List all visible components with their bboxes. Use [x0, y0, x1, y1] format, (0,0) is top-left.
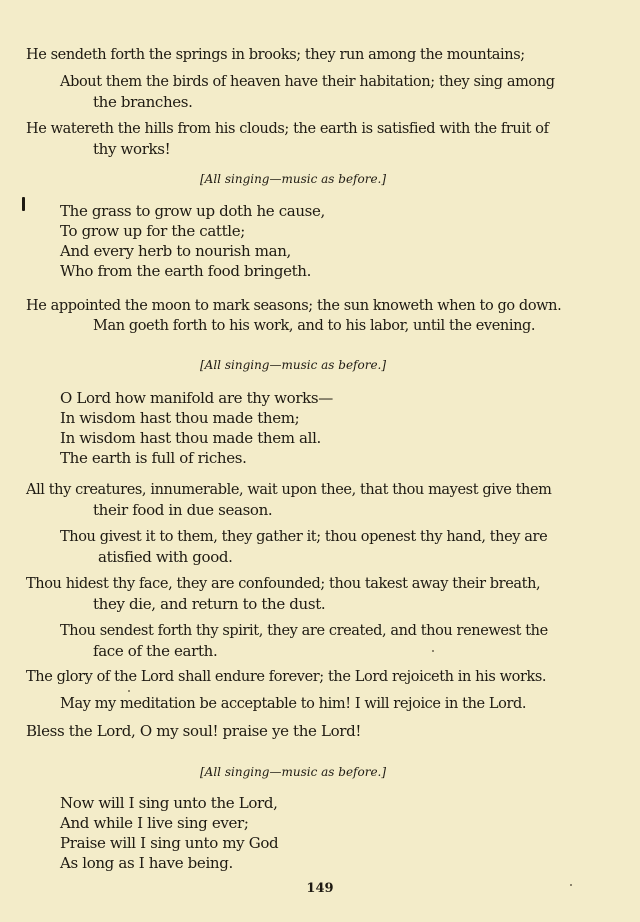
text-line: they die, and return to the dust. [93, 595, 326, 613]
verse-line: Now will I sing unto the Lord, [60, 794, 278, 812]
margin-mark [22, 197, 25, 211]
text-line: Man goeth forth to his work, and to his labor, until the evening. [93, 318, 536, 334]
text-line: Thou sendest forth thy spirit, they are created, and thou renewest the [60, 623, 548, 639]
verse-line: Who from the earth food bringeth. [60, 262, 312, 280]
verse-line: Praise will I sing unto my God [60, 834, 279, 852]
verse-line: To grow up for the cattle; [60, 222, 245, 240]
paper-speck [128, 690, 130, 692]
text-line: Thou givest it to them, they gather it; thou openest thy hand, they are [60, 529, 548, 545]
text-line: About them the birds of heaven have their habitation; they sing among [60, 74, 555, 90]
page-number: 149 [306, 881, 334, 896]
text-line: He watereth the hills from his clouds; the earth is satisfied with the fruit of [26, 121, 549, 137]
verse-line: And every herb to nourish man, [60, 242, 291, 260]
text-line: their food in due season. [93, 501, 273, 519]
text-line: the branches. [93, 93, 193, 111]
paper-speck [432, 650, 434, 652]
verse-line: The grass to grow up doth he cause, [60, 202, 325, 220]
text-line: Thou hidest thy face, they are confounded; thou takest away their breath, [26, 576, 541, 592]
text-line: face of the earth. [93, 642, 218, 660]
stage-direction: [All singing—music as before.] [200, 765, 387, 779]
verse-line: The earth is full of riches. [60, 449, 247, 467]
text-line: atisfied with good. [98, 548, 233, 566]
text-line: thy works! [93, 140, 171, 158]
stage-direction: [All singing—music as before.] [200, 172, 387, 186]
text-line: May my meditation be acceptable to him! I will rejoice in the Lord. [60, 696, 527, 712]
verse-line: In wisdom hast thou made them all. [60, 429, 321, 447]
text-line: He appointed the moon to mark seasons; the sun knoweth when to go down. [26, 298, 562, 314]
verse-line: In wisdom hast thou made them; [60, 409, 300, 427]
verse-line: O Lord how manifold are thy works— [60, 389, 333, 407]
verse-line: And while I live sing ever; [60, 814, 249, 832]
text-line: The glory of the Lord shall endure forever; the Lord rejoiceth in his works. [26, 669, 547, 685]
text-line: Bless the Lord, O my soul! praise ye the Lord! [26, 722, 362, 740]
text-line: All thy creatures, innumerable, wait upon thee, that thou mayest give them [26, 482, 552, 498]
text-line: He sendeth forth the springs in brooks; they run among the mountains; [26, 47, 525, 63]
stage-direction: [All singing—music as before.] [200, 358, 387, 372]
verse-line: As long as I have being. [60, 854, 233, 872]
